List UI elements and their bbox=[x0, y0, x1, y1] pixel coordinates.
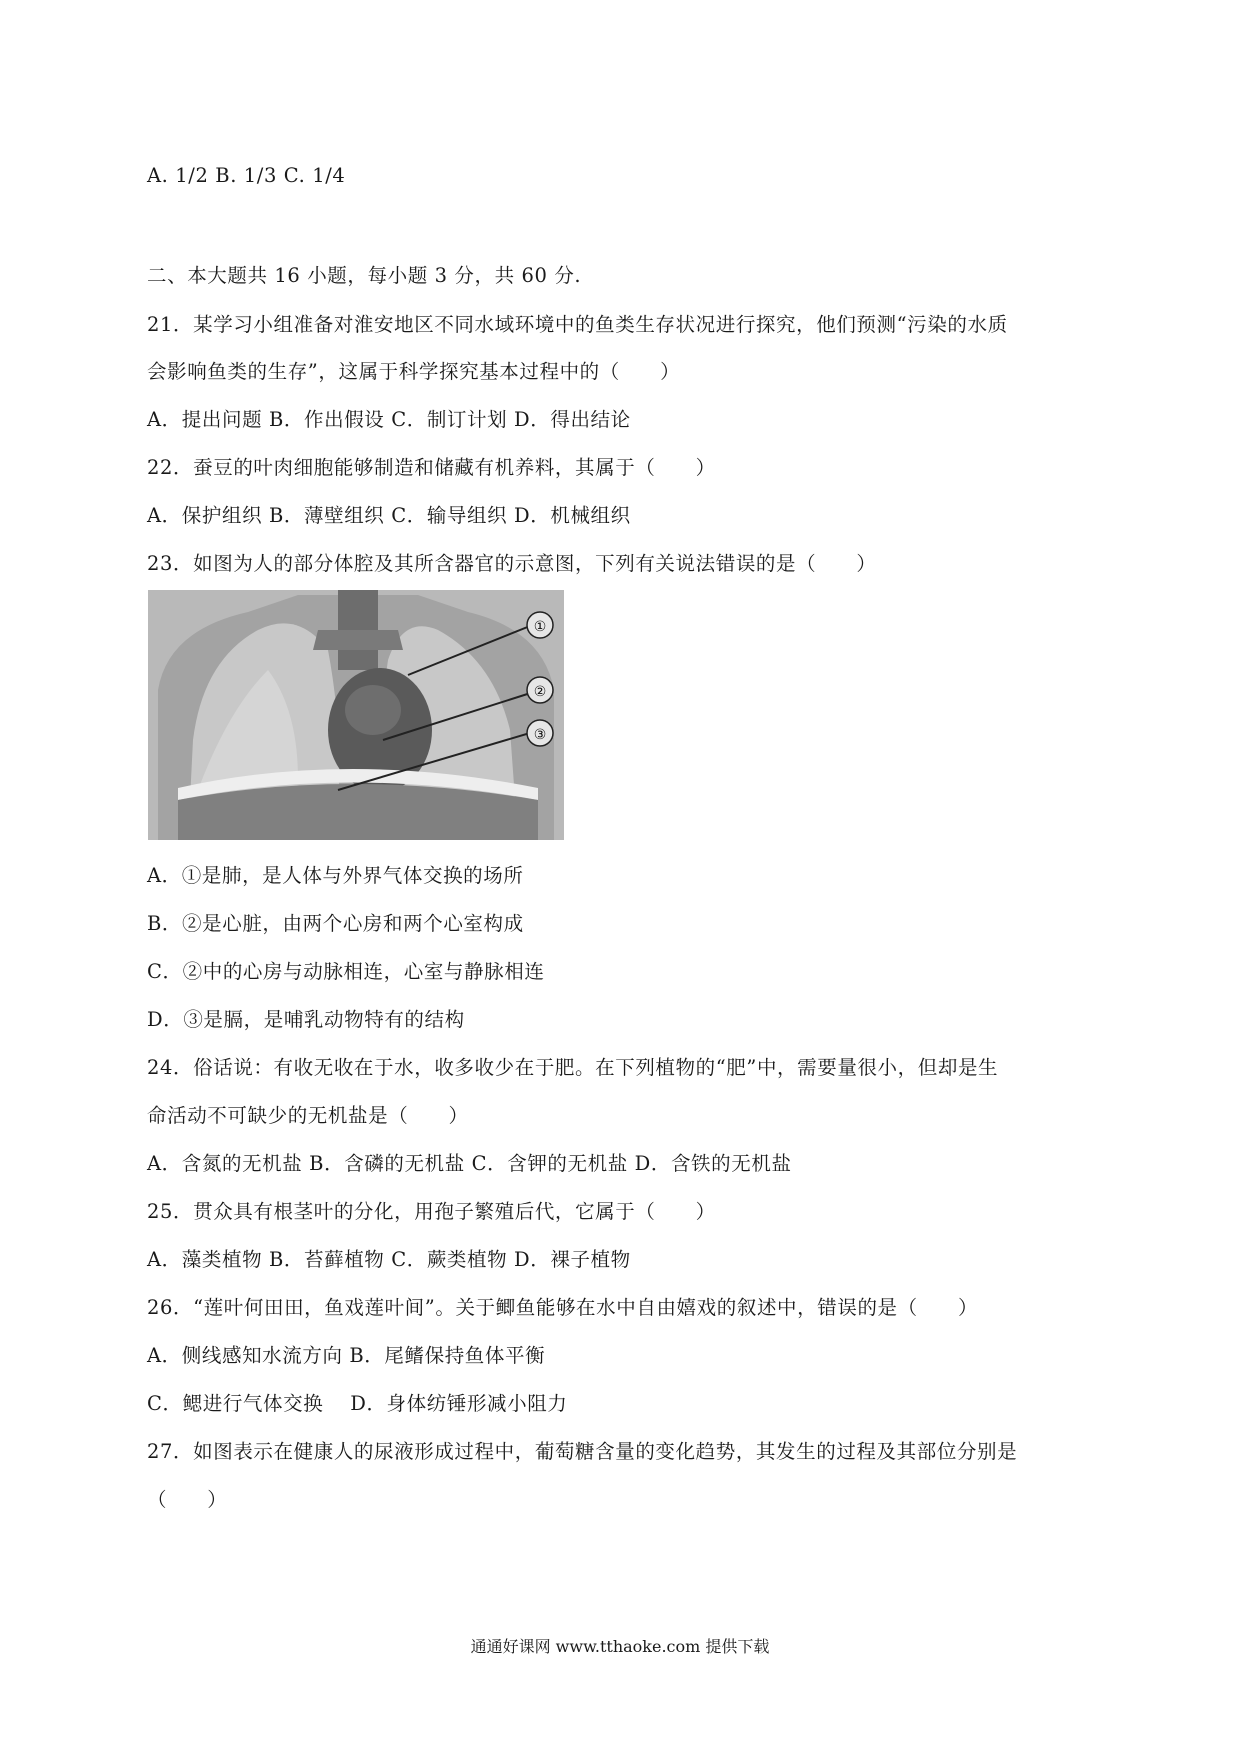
q23-option-a: A．①是肺，是人体与外界气体交换的场所 bbox=[147, 864, 524, 887]
q27-stem-cont: （ ） bbox=[147, 1488, 228, 1511]
page-footer: 通通好课网 www.tthaoke.com 提供下载 bbox=[470, 1637, 770, 1656]
q21-stem: 21．某学习小组准备对淮安地区不同水域环境中的鱼类生存状况进行探究，他们预测“污染的水质 bbox=[147, 313, 1008, 336]
q23-option-d: D．③是膈，是哺乳动物特有的结构 bbox=[147, 1008, 465, 1031]
q24-options: A．含氮的无机盐 B．含磷的无机盐 C．含钾的无机盐 D．含铁的无机盐 bbox=[147, 1152, 792, 1175]
q22-options: A．保护组织 B．薄壁组织 C．输导组织 D．机械组织 bbox=[147, 504, 631, 527]
q22-stem: 22．蚕豆的叶肉细胞能够制造和储藏有机养料，其属于（ ） bbox=[147, 456, 716, 479]
thoracic-cavity-figure bbox=[148, 590, 564, 840]
q26-options-cd: C．鳃进行气体交换 D．身体纺锤形减小阻力 bbox=[147, 1392, 568, 1415]
q21-stem-cont: 会影响鱼类的生存”，这属于科学探究基本过程中的（ ） bbox=[147, 360, 681, 383]
q25-options: A．藻类植物 B．苔藓植物 C．蕨类植物 D．裸子植物 bbox=[147, 1248, 631, 1271]
figure-label-3: ③ bbox=[533, 727, 547, 743]
q24-stem: 24．俗话说：有收无收在于水，收多收少在于肥。在下列植物的“肥”中，需要量很小，但却是生 bbox=[147, 1056, 999, 1079]
q20-options: A. 1/2 B. 1/3 C. 1/4 bbox=[147, 164, 346, 187]
q25-stem: 25．贯众具有根茎叶的分化，用孢子繁殖后代，它属于（ ） bbox=[147, 1200, 716, 1223]
figure-label-2: ② bbox=[533, 684, 547, 700]
figure-label-1: ① bbox=[533, 619, 547, 635]
section-heading: 二、本大题共 16 小题，每小题 3 分，共 60 分. bbox=[147, 264, 582, 287]
q26-options-ab: A．侧线感知水流方向 B．尾鳍保持鱼体平衡 bbox=[147, 1344, 546, 1367]
q26-stem: 26．“莲叶何田田，鱼戏莲叶间”。关于鲫鱼能够在水中自由嬉戏的叙述中，错误的是（ ） bbox=[147, 1296, 979, 1319]
q23-option-b: B．②是心脏，由两个心房和两个心室构成 bbox=[147, 912, 524, 935]
q21-options: A．提出问题 B．作出假设 C．制订计划 D．得出结论 bbox=[147, 408, 631, 431]
q23-option-c: C．②中的心房与动脉相连，心室与静脉相连 bbox=[147, 960, 545, 983]
q27-stem: 27．如图表示在健康人的尿液形成过程中，葡萄糖含量的变化趋势，其发生的过程及其部位分别是 bbox=[147, 1440, 1018, 1463]
thoracic-cavity-illustration bbox=[148, 590, 564, 840]
q24-stem-cont: 命活动不可缺少的无机盐是（ ） bbox=[147, 1104, 469, 1127]
q23-stem: 23．如图为人的部分体腔及其所含器官的示意图，下列有关说法错误的是（ ） bbox=[147, 552, 877, 575]
